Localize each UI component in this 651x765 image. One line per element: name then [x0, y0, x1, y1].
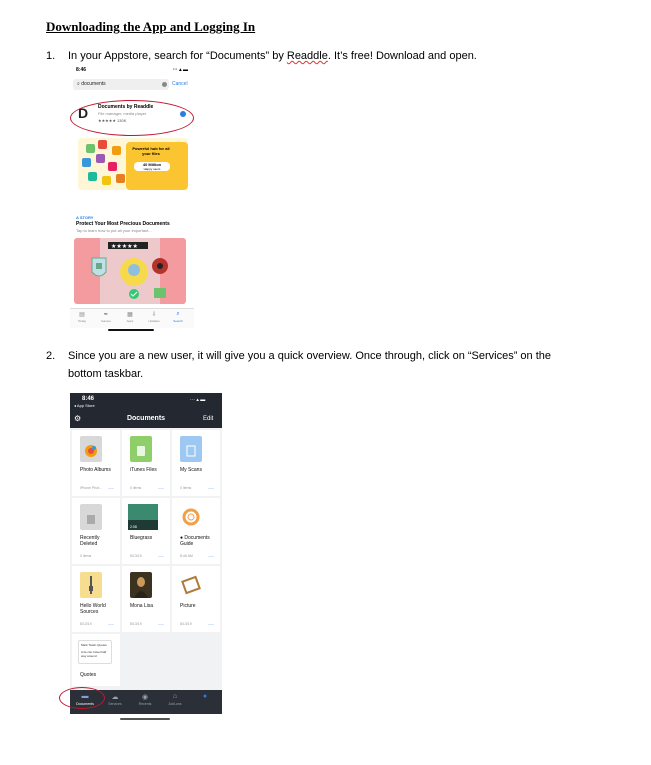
grid-item[interactable] [122, 566, 170, 632]
compass-icon: ● [202, 693, 208, 700]
appstore-tab-bar [70, 308, 194, 328]
documents-logo-icon: D [78, 105, 89, 121]
video-thumbnail [128, 504, 158, 530]
cancel-button[interactable]: Cancel [172, 81, 188, 87]
item-meta: 8:46 AM [180, 554, 193, 558]
updates-icon: ⇩ [151, 312, 157, 318]
grid-item[interactable] [172, 498, 220, 564]
item-name: Recently Deleted [80, 535, 100, 547]
story-subtitle: Tap to learn how to put all your important... [76, 228, 152, 233]
documents-header [70, 393, 222, 428]
step-1-text-before: In your Appstore, search for “Documents” by [68, 50, 287, 62]
banner-badge [134, 162, 170, 171]
banner-tile [112, 146, 121, 155]
story-kicker: A STORY [76, 215, 94, 220]
item-name: My Scans [180, 467, 202, 473]
banner-tile [116, 174, 125, 183]
games-icon: ✒ [103, 312, 109, 318]
item-meta: 0 items [80, 554, 92, 558]
search-value: documents [81, 81, 106, 87]
app-subtitle: File manager, media player [98, 111, 147, 116]
banner-headline: Powerful hub for all your files [132, 146, 170, 156]
search-icon: ⌕ [77, 81, 80, 87]
video-duration: 2:08 [130, 525, 137, 529]
tab-addons[interactable] [160, 693, 190, 706]
apps-icon: ▦ [127, 312, 133, 318]
banner-tile [82, 158, 91, 167]
back-to-appstore-link[interactable]: ◂ App Store [74, 403, 95, 408]
item-name: Hello World Sources [80, 603, 106, 615]
step-2 [46, 347, 636, 383]
tab-label: Updates [148, 319, 160, 323]
trash-folder-icon [80, 504, 102, 530]
documents-grid [70, 428, 222, 690]
tab-label: Apps [126, 319, 134, 323]
status-icons: ··· ▴ ▬ [172, 67, 188, 73]
banner-tile [98, 140, 107, 149]
item-meta: 0 items [130, 486, 142, 490]
edit-button[interactable]: Edit [203, 416, 214, 422]
tab-browser[interactable] [190, 693, 220, 702]
tab-search[interactable] [168, 311, 188, 323]
itunes-folder-icon [130, 436, 152, 462]
item-name: iTunes Files [130, 467, 157, 473]
app-rating: ★★★★★ 130K [98, 118, 127, 123]
story-illustration [74, 238, 186, 304]
more-icon[interactable]: ··· [208, 554, 214, 560]
grid-item[interactable] [72, 566, 120, 632]
gear-icon[interactable]: ⚙ [74, 414, 82, 423]
tab-label: Today [77, 319, 86, 323]
page-title: Documents [126, 415, 166, 422]
archive-icon [80, 572, 102, 598]
tab-games[interactable] [96, 311, 116, 323]
status-bar [76, 67, 188, 73]
grid-item[interactable] [122, 498, 170, 564]
more-icon[interactable]: ··· [158, 554, 164, 560]
lifebuoy-icon [180, 504, 202, 530]
tab-updates[interactable] [144, 311, 164, 323]
quotes-note-thumbnail [78, 640, 112, 664]
status-time: 8:46 [76, 67, 87, 73]
grid-item[interactable] [172, 566, 220, 632]
more-icon[interactable]: ··· [208, 622, 214, 628]
item-meta: 0 items [180, 486, 192, 490]
grid-item[interactable] [72, 634, 120, 686]
grid-item[interactable] [72, 498, 120, 564]
document-heading: Downloading the App and Logging In [46, 19, 256, 34]
banner-tile [86, 144, 95, 153]
clear-search-icon[interactable] [162, 82, 167, 87]
story-artwork[interactable] [74, 238, 186, 304]
step-1 [46, 47, 636, 65]
step-1-number: 1. [46, 50, 56, 62]
quote-card-line: Mark Twain Quotes [81, 643, 107, 647]
step-1-text-after: . It’s free! Download and open. [327, 50, 477, 62]
item-name: Quotes [80, 672, 97, 678]
tab-recents[interactable] [130, 693, 160, 706]
scans-folder-icon [180, 436, 202, 462]
more-icon[interactable]: ··· [108, 622, 114, 628]
status-icons: ··· ▴ ▬ [190, 397, 206, 403]
tab-label: Games [101, 319, 111, 323]
item-meta: 8/13/19 [130, 554, 142, 558]
tab-label: Search [173, 319, 183, 323]
quote-card-line: A lie can travel half way around [81, 650, 107, 658]
story-title[interactable]: Protect Your Most Precious Documents [76, 221, 170, 227]
story-stars: ★★★★★ [111, 243, 138, 250]
appstore-screenshot [70, 66, 194, 334]
highlight-circle [70, 100, 194, 136]
readdle-word: Readdle [286, 50, 328, 62]
item-meta: iPhone Phot... [80, 486, 102, 490]
step-2-line-2: bottom taskbar. [68, 368, 144, 380]
tab-apps[interactable] [120, 311, 140, 323]
more-icon[interactable]: ··· [158, 486, 164, 492]
today-icon: ▤ [79, 312, 85, 318]
item-meta: 8/13/19 [130, 622, 142, 626]
appstore-search-input[interactable] [73, 79, 169, 90]
tab-label: Recents [138, 702, 152, 706]
item-name: Mona Lisa [130, 603, 154, 609]
documents-app-screenshot [70, 393, 222, 723]
tab-label: Services [108, 702, 122, 706]
grid-item[interactable] [172, 430, 220, 496]
clock-icon: ◉ [141, 694, 149, 701]
tab-label: Documents [76, 702, 94, 706]
more-icon[interactable]: ··· [158, 622, 164, 628]
banner-tile [88, 172, 97, 181]
item-meta: 8/13/19 [180, 622, 192, 626]
cloud-icon: ☁ [111, 694, 119, 701]
mona-lisa-thumbnail [130, 572, 152, 598]
tab-label: Add-ons [168, 702, 182, 706]
home-indicator [108, 329, 154, 331]
item-name: ● Documents Guide [180, 535, 210, 547]
item-meta: 8/13/19 [80, 622, 92, 626]
documents-tab-icon: ▬ [81, 693, 89, 700]
documents-tab-highlight-circle [59, 687, 105, 709]
photos-folder-icon [80, 436, 102, 462]
step-2-number: 2. [46, 350, 56, 362]
item-name: Bluegrass [130, 535, 153, 541]
app-name: Documents by Readdle [98, 104, 154, 110]
banner-badge-main: 40 Million [142, 162, 162, 167]
item-name: Picture [180, 603, 196, 609]
banner-tile [108, 162, 117, 171]
picture-frame-icon [180, 572, 202, 598]
tab-today[interactable] [72, 311, 92, 323]
banner-tile [96, 154, 105, 163]
home-indicator [120, 718, 170, 720]
step-1-text [68, 47, 477, 65]
search-tab-icon: ⌕ [176, 311, 180, 317]
grid-item[interactable] [72, 430, 120, 496]
more-icon[interactable]: ··· [208, 486, 214, 492]
more-icon[interactable]: ··· [108, 486, 114, 492]
banner-badge-sub: Happy users [143, 167, 161, 171]
cart-icon: ⌂ [172, 693, 178, 700]
status-time: 8:46 [82, 396, 95, 402]
step-2-line-1: Since you are a new user, it will give you a quick overview. Once through, click on “Services” on the [68, 350, 552, 362]
item-name: Photo Albums [80, 467, 111, 473]
grid-item[interactable] [122, 430, 170, 496]
banner-tile [102, 176, 111, 185]
